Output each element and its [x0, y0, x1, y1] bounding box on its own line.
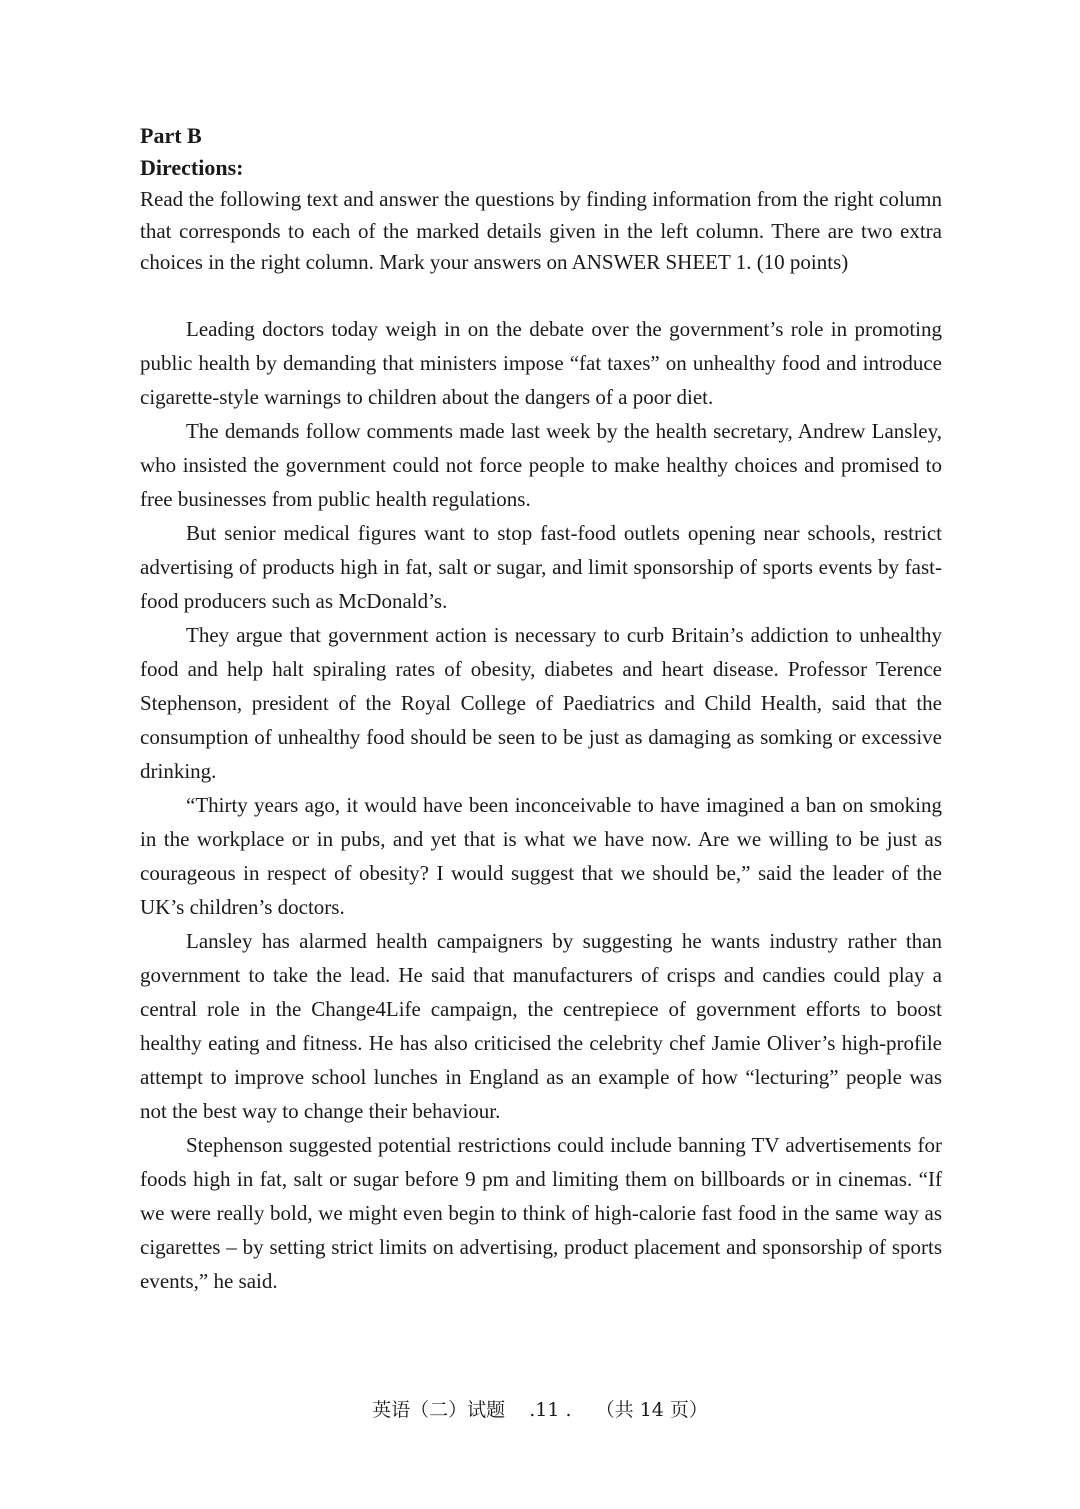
directions-heading: Directions:	[140, 155, 244, 180]
passage-paragraph: Stephenson suggested potential restrictions could include banning TV advertisements for foods high in fat, salt or sugar before 9 pm and limiting them on billboards or in cinemas. “If we were really bold, we might even begin to think of high-calorie fast food in the same way as cigarettes – by setting strict limits on advertising, product placement and sponsorship of sports events,” he said.	[140, 1132, 942, 1293]
reading-passage	[140, 312, 942, 1298]
passage-paragraph: They argue that government action is necessary to curb Britain’s addiction to unhealthy food and help halt spiraling rates of obesity, diabetes and heart disease. Professor Terence Stephenson, president of the Royal College of Paediatrics and Child Health, said that the consumption of unhealthy food should be seen to be just as damaging as somking or excessive drinking.	[140, 622, 942, 783]
passage-paragraph: Lansley has alarmed health campaigners by suggesting he wants industry rather than government to take the lead. He said that manufacturers of crisps and candies could play a central role in the Change4Life campaign, the centrepiece of government efforts to boost healthy eating and fitness. He has also criticised the celebrity chef Jamie Oliver’s high-profile attempt to improve school lunches in England as an example of how “lecturing” people was not the best way to change their behaviour.	[140, 928, 942, 1123]
passage-paragraph: But senior medical figures want to stop fast-food outlets opening near schools, restrict advertising of products high in fat, salt or sugar, and limit sponsorship of sports events by fast-food producers such as McDonald’s.	[140, 520, 942, 613]
passage-paragraph: “Thirty years ago, it would have been inconceivable to have imagined a ban on smoking in the workplace or in pubs, and yet that is what we have now. Are we willing to be just as courageous in respect of obesity? I would suggest that we should be,” said the leader of the UK’s children’s doctors.	[140, 792, 942, 919]
passage-paragraph: The demands follow comments made last week by the health secretary, Andrew Lansley, who insisted the government could not force people to make healthy choices and promised to free businesses from public health regulations.	[140, 418, 942, 511]
part-title: Part B	[140, 123, 202, 148]
passage-paragraph: Leading doctors today weigh in on the debate over the government’s role in promoting public health by demanding that ministers impose “fat taxes” on unhealthy food and introduce cigarette-style warnings to children about the dangers of a poor diet.	[140, 316, 942, 409]
page-footer: 英语（二）试题 .11 . （共 14 页）	[372, 1399, 708, 1421]
exam-page	[140, 120, 942, 1298]
directions-text: Read the following text and answer the questions by finding information from the right column that corresponds to each of the marked details given in the left column. There are two extra choices in the right column. Mark your answers on ANSWER SHEET 1. (10 points)	[140, 187, 942, 274]
